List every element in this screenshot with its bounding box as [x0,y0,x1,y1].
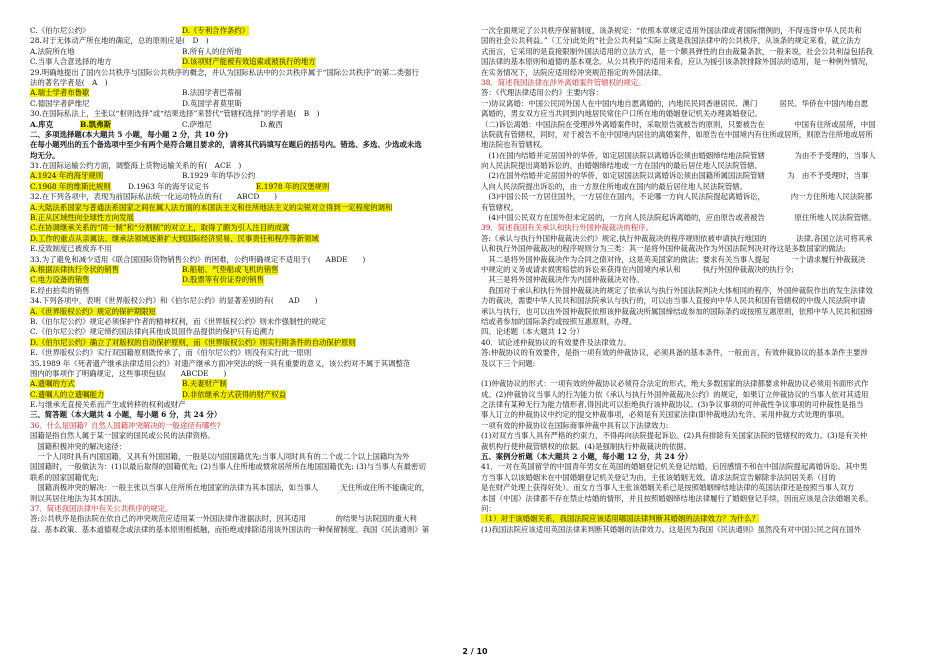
text-line [481,234,921,244]
highlighted-text: （1）对于该婚姻关系，我国法院应该适用哪国法律判断其婚姻的法律效力？为什么？ [481,514,760,524]
text-line [30,213,467,223]
question-heading: 38．简述我国法律在涉外离婚案件管辖权的规定。 [481,77,646,87]
text-line [481,151,921,161]
text-line [481,99,921,109]
line-text: 国的社会公共利益。”（工分)此处的“社会公共利益”实际上就是我国法律中的公共秩序，从该条的规定来看，就立法方 [481,36,862,46]
line-text: 法院就有管辖权，同时，对于被告不在中国境内居住的离婚案件，如原告在中国境内有住所或居所，则原告住所地或居所 [481,129,873,139]
text-line [481,296,921,306]
line-text: A.法院所在地 [30,46,75,56]
text-line [481,286,921,296]
text-line [481,130,921,140]
highlighted-text: A.遗嘱的方式 [30,379,75,389]
text-line [30,525,467,535]
line-text: D.戴西 [260,119,283,129]
line-text: (1)对双方当事人具有严格的约束力，不得再向法院提起诉讼。(2)具有排除有关国家法院的管辖权的效力。(3)是有关仲 [481,431,868,441]
line-text: (2)在国外结婚并定居国外的华侨，如定居国法院以离婚诉讼须由国籍所属国法院管辖 为 由不予受理时，当事 [481,171,869,181]
text-line [30,161,467,171]
line-text: C.萨维尼 [182,119,212,129]
text-line [30,483,467,493]
text-line [481,431,921,441]
line-text: 三、简答题（本大题共 4 小题，每小题 6 分，共 24 分） [30,410,222,420]
line-text: 一)协议离婚：中国公民同外国人在中国内地自愿离婚的，内地民民同香港居民、澳门 居民、华侨在中国内地自愿 [481,98,869,108]
text-line [481,348,921,358]
line-text: 本国（中国）法律都不存在禁止结婚的情形，并且按照婚姻缔结地法律履行了婚姻登记手续，因而应该是合法婚姻关系。 [481,493,873,503]
text-line [481,36,921,46]
text-line [30,36,467,46]
text-line [30,359,467,369]
text-line [30,400,467,410]
line-text: E.《世界版权公约》实行双国籍原则既传承了，而《伯尔尼公约》则没有实行此一原则 [30,348,312,358]
text-line [30,120,467,130]
highlighted-text: C.遗嘱人的立遗嘱能力 [30,389,105,399]
line-text: 30.在国际私法上，主张以“枢则选择”或“结果选择”来替代“管辖权选择”的学者是( B ) [30,109,320,119]
text-line [481,504,921,514]
highlighted-text: B.正从区域性向全球性方向发展 [30,213,134,223]
text-line [481,483,921,493]
highlighted-text: C.1968 年的维斯比规则 [30,181,111,191]
line-text: 认和执行外国仲裁裁决的程序规则分为三类：其一是将外国仲裁裁决作为外国法院判决对待这是多数国家的做法; [481,244,846,254]
text-line [30,234,467,244]
line-text: 31.在国际运输公约方面，调整海上货物运输关系的有( ACE ) [30,161,242,171]
line-text: B.1929 年的华沙公约 [182,171,256,181]
line-text: C.德国学者萨维尼 [30,98,90,108]
text-line [30,47,467,57]
text-line [481,390,921,400]
text-line [30,442,467,452]
text-line [30,421,467,431]
text-line [481,192,921,202]
line-text: 四、论述题（本大题共 12 分） [481,327,584,337]
line-text: B.所有人的住所地 [182,46,242,56]
line-text: E.反致制度已被废弃不用 [30,244,112,254]
line-text: 向人民法院提出离婚诉讼的，由婚姻缔结地或一方在国内的最后居住地人民法院管辖。 [481,161,762,171]
highlighted-text: D.《伯尔尼公约》确立了对版权的自动保护原则，而《世界版权公约》则实行附条件的自动保护原则 [30,337,356,347]
line-text: 答：《代理法律适用公约》主要内容： [481,88,603,98]
highlighted-text: B.凯弗斯 [80,119,111,129]
text-line [30,296,467,306]
highlighted-text: A.1924 年的海牙规则 [30,171,104,181]
text-line [30,307,467,317]
line-text: 人向人民法院提出诉讼的，由一方原住所地或在国内的最后居住地人民法院管辖。 [481,181,748,191]
line-text: A.库克 [30,119,54,129]
line-text: 国籍积极冲突的解决途径： [30,441,127,451]
page-number: 2 / 10 [462,647,488,656]
text-line [481,369,921,379]
highlighted-text: A.瑞士学者布鲁歇 [30,88,90,98]
line-text: B.《伯尔尼公约》规定必须保护作者的精神权利，而《世界版权公约》则未作强制性的规定 [30,316,327,326]
text-line [30,78,467,88]
line-text: 力的裁决，需要中华人民共和国法院承认与执行的，可以由当事人直接向中华人民共和国有管辖权的中级人民法院申请 [481,296,866,306]
line-text: 成。(2)仲裁协议当事人的行为能力依《承认与执行外国仲裁裁决公约》的规定，如果订立仲裁协议的当事人依对其适用 [481,389,869,399]
text-line [30,99,467,109]
text-line [30,504,467,514]
text-line [481,525,921,535]
text-line [30,494,467,504]
highlighted-text: D.该项财产能被有效追索或被执行的地方 [182,57,316,67]
highlighted-text: A.根据法律执行令状的销售 [30,264,119,274]
line-text: 国籍是指自然人属于某一国家的国民或公民的法律资格。 [30,431,215,441]
text-line [481,78,921,88]
text-line [481,421,921,431]
text-line [30,244,467,254]
text-line [481,359,921,369]
line-text: 其三是将外国仲裁裁决作为内国仲裁裁决对待。 [481,275,644,285]
line-text: 是在财产处理上获得好处）。而女方当事人主张该婚姻关系已是按照婚姻缔结地法律的英国法律还是按照当事人双方 [481,483,855,493]
highlighted-text: D.《专利合作条约》 [182,26,250,35]
line-text: 围内的事项作了明确规定，这些事项包括( ABCDE ) [30,368,227,378]
text-line [30,462,467,472]
line-text: （二)诉讼离婚：中国法院在受理涉外离婚案件时，采取原告就被告的原则，只要被告在 中国有住所或居所，中国 [481,119,876,129]
line-text: 答:公共秩序是指法院在依自己的冲突规范应适用某一外国法律作准据法时，因其适用 的结果与法院国的重大利 [30,514,417,524]
line-text: E.经由拍卖的销售 [30,285,90,295]
text-line [30,338,467,348]
highlighted-text: E.1978 年的汉堡规则 [256,181,330,191]
line-text: 式而言，它采用的是直接限制外国法适用的立法方式，是一个颇具弹性的自由裁量条款，一般来说，社会公共利益包括我 [481,46,873,56]
right-column [481,26,921,650]
text-line [30,109,467,119]
text-line [30,431,467,441]
line-text: 国法律的基本原则和道德的基本观念。从公共秩序的适用来看，应认为援引该条款排除外国法的适用，是一种例外情况， [481,57,873,67]
text-line [30,410,467,420]
text-line [481,410,921,420]
highlighted-text: C.电力设备的销售 [30,275,90,285]
text-line [30,348,467,358]
line-text: 地法院也有管辖权。 [481,140,548,150]
line-text: 有管辖权。 [481,202,518,212]
text-line [30,26,467,36]
text-line [30,192,467,202]
line-text: 一项有效的仲裁协议在国际商事仲裁中具有以下法律效力: [481,420,669,430]
line-text: (4)中国公民双方在国外但未定居的，一方向人民法院起诉离婚的，应由原告或者被告 原住所地人民法院管辖。 [481,213,876,223]
text-line [481,307,921,317]
highlighted-text: D.非依继承方式获得的财产权益 [182,389,287,399]
line-text: 二、多项选择题(本大题共 5 小题，每小题 2 分，共 10 分) [30,129,229,139]
line-text: 益、基本政策、基本道德观念或法律的基本原则相抵触，而拒绝或排除适用该外国法的一种保留制度。我国《民法通则》第 [30,524,430,534]
line-text: 事人订立的仲裁协议中约定的提交仲裁事项，必须是有关国家法律(即仲裁地法)允许、采用仲裁方式处理的事项。 [481,410,849,420]
highlighted-text: B.夫妻财产制 [182,379,227,389]
text-line [30,255,467,265]
text-line [30,369,467,379]
line-text: 裁机构行使仲裁管辖权的依据。(4)是强制执行仲裁裁决的依据。 [481,441,692,451]
text-line [481,494,921,504]
text-line [481,265,921,275]
left-column [30,26,467,650]
text-line [30,203,467,213]
question-heading: 37．简述我国法律中有关公共秩序的规定。 [30,503,173,513]
line-text: 承认与执行，也可以由外国仲裁院依照该仲裁裁决所属国缔结或参加的国际条约或按照互惠原则，依照中华人民共和国缔 [481,306,873,316]
line-text: 40．试论述仲裁协议的有效要件及法律效力。 [481,337,631,347]
text-line [30,390,467,400]
line-text: D.1963 年的海牙议定书 [128,181,209,191]
text-line [481,26,921,36]
question-heading: 36．什么是国籍？自然人国籍冲突解决的一般途径有哪些? [30,420,221,430]
line-text: 34.下列各项中，表明《世界版权公约》和《伯尔尼公约》的显著差别的有( AD ) [30,296,318,306]
line-text: 答:《承认与执行外国仲裁裁决公约》规定,执行仲裁裁决的程序规则依被申请执行地国的 法律,各国立法可将其承 [481,233,873,243]
line-text: 在每小题列出的五个备选项中至少有两个是符合题目要求的，请将其代码填写在题后的括号内。错选、多选、少选或未选 [30,140,422,150]
text-line [481,338,921,348]
text-line [30,473,467,483]
line-text: 35.1989 年《死者遗产继承法律适用公约》对遗产继承方面冲突法的统一具有重要的意义，该公约对不属于其调整范 [30,358,411,368]
text-line [481,379,921,389]
text-line [481,47,921,57]
question-heading: 39．简述我国有关承认和执行外国仲裁裁决的程序。 [481,223,654,233]
text-line [481,223,921,233]
text-line [481,452,921,462]
line-text: 之法律有某种无行为能力情形者,得因此可以拒绝执行该仲裁协议。(3)争议事项的可仲裁性争议事项的可仲裁性是指当 [481,400,864,410]
text-line [481,400,921,410]
text-line [481,275,921,285]
text-line [30,223,467,233]
text-line [481,244,921,254]
text-line [481,203,921,213]
text-line [481,171,921,181]
text-line [481,255,921,265]
line-text: 中规定的义务或请求损害赔偿的诉讼来获得在内国境内承认和 执行外国仲裁裁决的执行令; [481,264,794,274]
text-line [481,161,921,171]
highlighted-text: C.在协调继承关系的“同一制”和“分割制”的对立上，取得了颇为引人注目的成就 [30,223,290,233]
line-text: C.《伯尔尼公约》 [30,26,90,35]
line-text: 国国籍时，一般做法为：(1)以最后取得的国籍优先; (2)当事人住所地或惯常居所所在地国国籍优先; (3)与当事人有最密切 [30,462,426,472]
line-text: 离婚的，男女双方应当共同到内地居民常住户口所在地的婚姻登记机关办理离婚登记。 [481,109,762,119]
line-text: 国籍消极冲突的解决：一般主张以当事人住所所在地国家的法律为其本国法，如当事人 无住所或住所不能确定的， [30,483,430,493]
line-text: (1)仲裁协议的形式：一项有效的仲裁协议必须符合法定的形式，绝大多数国家的法律都要求仲裁协议必须用书面形式作 [481,379,869,389]
text-line [30,88,467,98]
line-text: 其二是将外国仲裁裁决作为合同之债对待，这是英美国家的做法；要求有关当事人提起 一个请求履行仲裁裁决 [481,254,866,264]
text-line [481,120,921,130]
line-text: 及以下三个问题: [481,358,536,368]
text-line [481,68,921,78]
line-text: 32.在下列各项中，表现为前国际私法统一化运动特点的有( ABCD ) [30,192,277,202]
line-text: 答:仲裁协议的有效要件，是指一项有效的仲裁协议，必须具备的基本条件，一般而言，有效仲裁协议的基本条件主要涉 [481,348,868,358]
text-line [30,327,467,337]
line-text: 我国对于承认和执行外国仲裁裁决的规定了依承认与执行外国法院判决大体相同的程序，外国仲裁院作出的发生法律效 [481,285,873,295]
line-text: (1)我国法院应该适用英国法律来判断其婚姻的法律效力。这是因为我国《民法通则》虽然没有对中国公民之间在国外 [481,524,862,534]
highlighted-text: A.大陆法系国家与普通法系国家之间在属人法方面的本国法主义和住所地法主义的尖锐对立得到一定程度的调和 [30,202,393,212]
line-text: 结或者参加的国际条约或按照互惠原则，办理。 [481,316,637,326]
text-line [30,452,467,462]
text-line [30,151,467,161]
line-text: E.与继承无直接关系而产生或转移的权利或财产 [30,400,186,410]
text-line [481,182,921,192]
text-line [481,514,921,524]
text-line [30,140,467,150]
line-text: 问： [481,503,496,513]
text-line [30,275,467,285]
line-text: 29.明确地提出了国内公共秩序与国际公共秩序的概念，并认为国际私法中的公共秩序属于“国际公共秩序”的第二类强行 [30,67,419,77]
line-text: (3)中国公民一方居住国外，一方居住在国内，不论哪一方向人民法院提起离婚诉讼， 内一方住所地人民法院都 [481,192,873,202]
line-text: C.当事人合意选择的地方 [30,57,112,67]
line-text: 33.为了避免和减少适用《联合国国际货物销售公约》的困难，公约明确规定不适用于( ABDE ) [30,254,366,264]
text-line [30,171,467,181]
line-text: C.《伯尔尼公约》规定缔约国法律向其他成员国作品提供的保护只有追溯力 [30,327,275,337]
highlighted-text: B.船舶、气垫船或飞机的销售 [182,264,279,274]
text-line [481,57,921,67]
text-line [481,140,921,150]
text-line [30,286,467,296]
text-line [30,68,467,78]
text-line [481,462,921,472]
text-line [30,514,467,524]
text-line [481,442,921,452]
line-text: 均无分。 [30,150,60,160]
highlighted-text: D.工作的重点从亲属法、继承法领域逐渐扩大到国际经济贸易、民事责任和程序等新领域 [30,233,319,243]
line-text: 方当事人以该婚姻未在中国婚姻登记机关登记为由，主张该婚姻无效。请求法院宣告解除非法同居关系（目的 [481,472,836,482]
text-line [30,57,467,67]
text-line [481,109,921,119]
line-text: 法的著名学者是( A ) [30,77,108,87]
line-text: 一次全面规定了公共秩序保留制度，该条规定：“依照本章规定适用外国法律或者国际惯例的，不得违背中华人民共和 [481,26,862,35]
line-text: D.英国学者莫里斯 [182,98,242,108]
text-line [481,213,921,223]
text-line [481,473,921,483]
text-line [30,182,467,192]
line-text: 则以其居住地法为其本国法。 [30,493,127,503]
text-line [30,379,467,389]
text-line [30,317,467,327]
line-text: 一个人同时具有内国国籍，又具有外国国籍，一般是以内国国籍优先;当事人同时具有的二个或二个以上国籍均为外 [30,452,410,462]
line-text: 五、案例分析题（本大题共 2 小题，每小题 12 分，共 24 分） [481,452,693,462]
text-line [30,265,467,275]
text-line [481,327,921,337]
text-line [481,317,921,327]
line-text: 在实务情况下，法院应适用经冲突规范指定的外国法律。 [481,67,666,77]
line-text: 41．一对在英国留学的中国青年男女在英国的婚姻登记机关登记结婚，后因感情不和在中国法院提起离婚诉讼。其中男 [481,462,868,472]
highlighted-text: A.《世界版权公约》规定的保护期限短 [30,306,156,316]
text-line [30,130,467,140]
highlighted-text: D.股票等有价证券的销售 [182,275,264,285]
line-text: 联系的国家国籍优先; [30,472,100,482]
line-text: 28.对于无体动产所在地的确定，总的原则应是( D ) [30,36,209,46]
line-text: (1)在国内结婚并定居国外的华侨，如定居国法院以离婚诉讼须由婚姻缔结地法院管辖 为由不予受理的，当事人 [481,150,876,160]
line-text: B.法国学者巴蒂福 [182,88,242,98]
text-line [481,88,921,98]
